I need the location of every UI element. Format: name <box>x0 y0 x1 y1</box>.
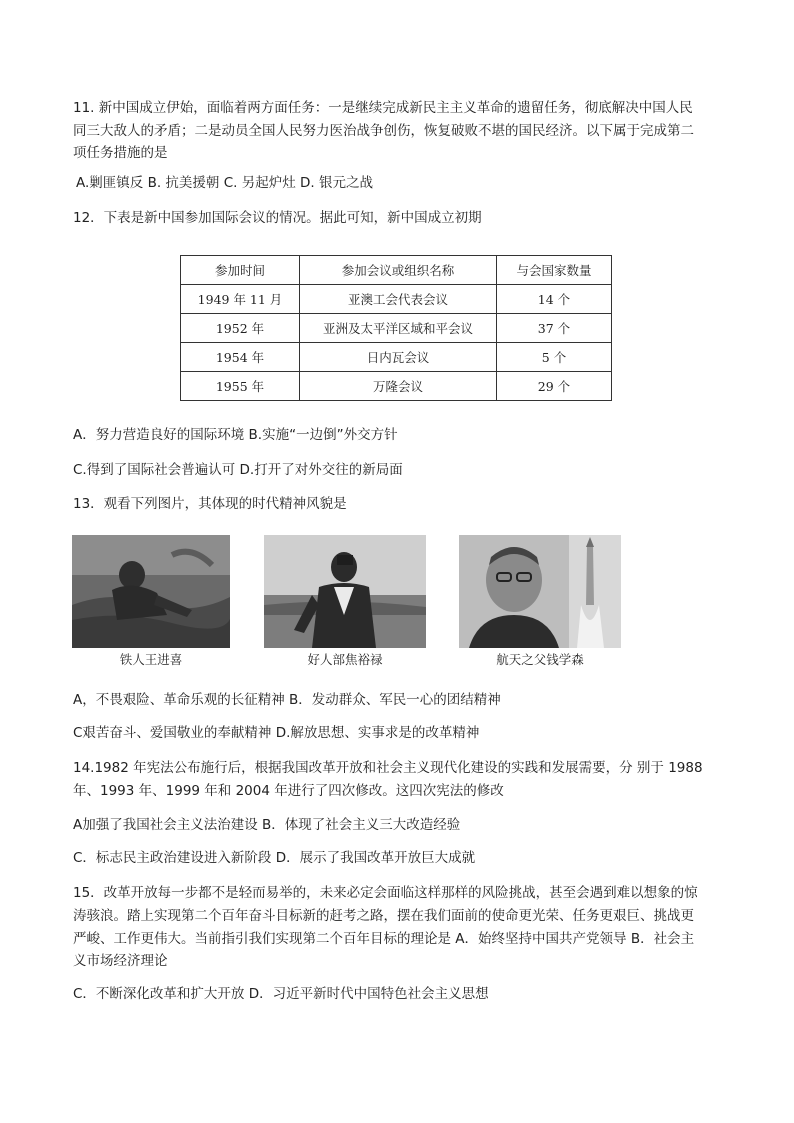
table-cell: 日内瓦会议 <box>300 343 497 372</box>
table-row <box>181 372 612 401</box>
q13-options-ab: A，不畏艰险、革命乐观的长征精神 B．发动群众、军民一心的团结精神 <box>73 692 501 708</box>
table-cell: 亚澳工会代表会议 <box>300 285 497 314</box>
table-row <box>181 343 612 372</box>
q13-stem: 13．观看下列图片，其体现的时代精神风貌是 <box>73 496 347 512</box>
q13-options-cd: C艰苦奋斗、爱国敬业的奉献精神 D.解放思想、实事求是的改革精神 <box>73 725 480 741</box>
q14-options-cd: C．标志民主政治建设进入新阶段 D．展示了我国改革开放巨大成就 <box>73 850 476 866</box>
q11-stem-line2: 同三大敌人的矛盾；二是动员全国人民努力医治战争创伤，恢复破败不堪的国民经济。以下属于完成第二 <box>73 123 694 139</box>
table-row <box>181 314 612 343</box>
q11-stem-line3: 项任务措施的是 <box>73 145 168 161</box>
table-cell: 1955 年 <box>181 372 300 401</box>
q15-options-cd: C．不断深化改革和扩大开放 D．习近平新时代中国特色社会主义思想 <box>73 986 489 1002</box>
table-row <box>181 285 612 314</box>
photo-jiao-yulu <box>264 535 426 648</box>
q11-options: A.剿匪镇反 B. 抗美援朝 C. 另起炉灶 D. 银元之战 <box>76 175 373 191</box>
table-header: 参加时间 <box>181 256 300 285</box>
table-header: 与会国家数量 <box>497 256 612 285</box>
photo-caption: 好人部焦裕禄 <box>307 652 383 667</box>
q15-stem-line1: 15．改革开放每一步都不是轻而易举的，未来必定会面临这样那样的风险挑战，甚至会遇到难以想象的惊 <box>73 885 698 901</box>
table-header: 参加会议或组织名称 <box>300 256 497 285</box>
conference-table <box>180 255 612 401</box>
table-cell: 1949 年 11 月 <box>181 285 300 314</box>
q15-stem-line2: 涛骇浪。踏上实现第二个百年奋斗目标新的赶考之路，摆在我们面前的使命更光荣、任务更艰巨、挑战更 <box>73 908 694 924</box>
q12-stem: 12．下表是新中国参加国际会议的情况。据此可知，新中国成立初期 <box>73 210 482 226</box>
q12-options-cd: C.得到了国际社会普遍认可 D.打开了对外交往的新局面 <box>73 462 403 478</box>
table-cell: 亚洲及太平洋区域和平会议 <box>300 314 497 343</box>
table-cell: 29 个 <box>497 372 612 401</box>
q12-options-ab: A．努力营造良好的国际环境 B.实施“一边倒”外交方针 <box>73 427 398 443</box>
table-cell: 37 个 <box>497 314 612 343</box>
table-cell: 14 个 <box>497 285 612 314</box>
q14-stem-line2: 年、1993 年、1999 年和 2004 年进行了四次修改。这四次宪法的修改 <box>73 783 504 799</box>
table-cell: 1952 年 <box>181 314 300 343</box>
photo-wang-jinxi <box>72 535 230 648</box>
table-cell: 1954 年 <box>181 343 300 372</box>
q15-stem-line4: 义市场经济理论 <box>73 953 168 969</box>
table-cell: 5 个 <box>497 343 612 372</box>
photo-caption: 铁人王进喜 <box>119 652 183 667</box>
q14-stem-line1: 14.1982 年宪法公布施行后，根据我国改革开放和社会主义现代化建设的实践和发展需要，分 别于 1988 <box>73 760 703 776</box>
q14-options-ab: A加强了我国社会主义法治建设 B．体现了社会主义三大改造经验 <box>73 817 461 833</box>
q11-stem-line1: 11. 新中国成立伊始，面临着两方面任务：一是继续完成新民主主义革命的遗留任务，彻底解决中国人民 <box>73 100 693 116</box>
photo-caption: 航天之父钱学森 <box>496 652 584 667</box>
q15-stem-line3: 严峻、工作更伟大。当前指引我们实现第二个百年目标的理论是 A．始终坚持中国共产党领导 B．社会主 <box>73 931 695 947</box>
table-cell: 万隆会议 <box>300 372 497 401</box>
table-header-row <box>181 256 612 285</box>
photo-qian-xuesen <box>459 535 621 648</box>
